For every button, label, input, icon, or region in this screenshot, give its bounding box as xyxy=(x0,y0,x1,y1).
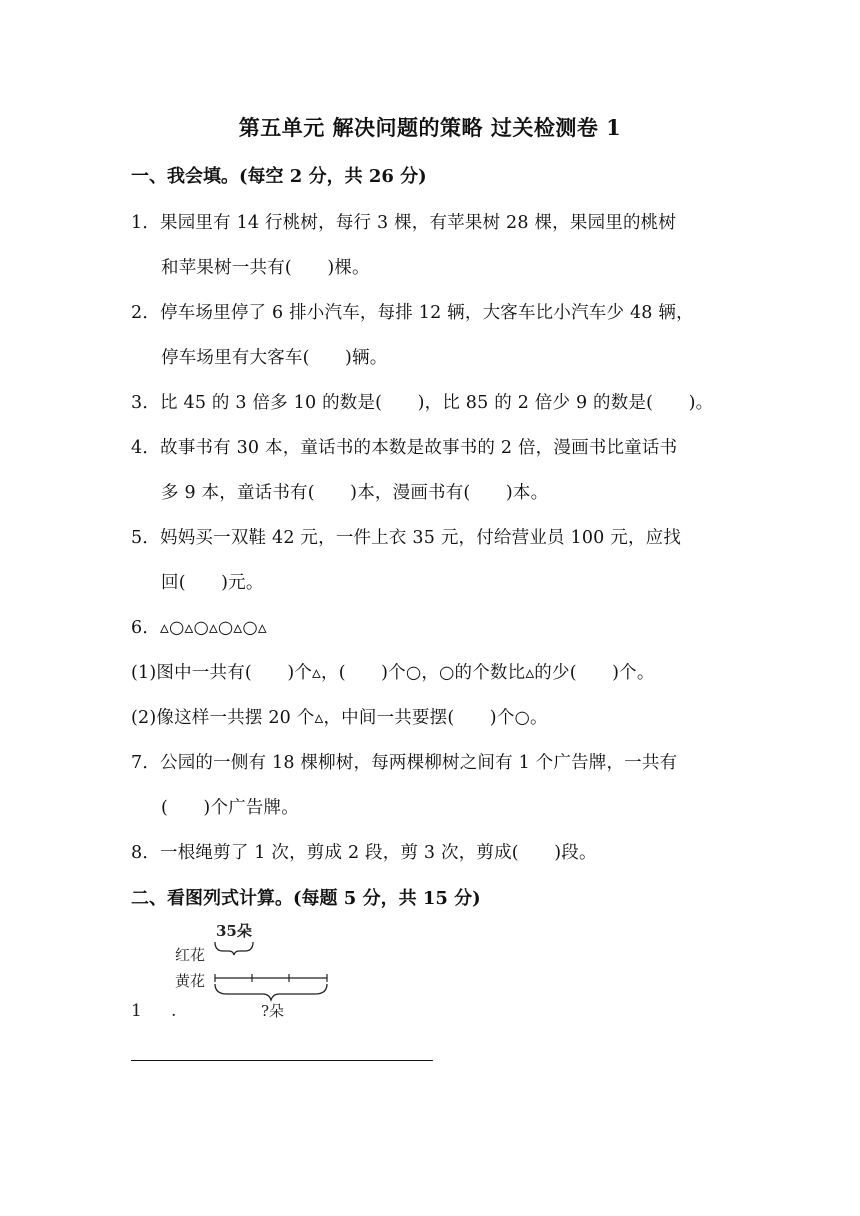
red-flower-label: 红花 xyxy=(175,946,206,964)
question-2-line-1: 2．停车场里停了 6 排小汽车，每排 12 辆，大客车比小汽车少 48 辆， xyxy=(131,303,694,323)
question-2-line-2: 停车场里有大客车( )辆。 xyxy=(161,348,388,368)
section-1-heading: 一、我会填。(每空 2 分，共 26 分) xyxy=(131,166,427,187)
question-4-line-1: 4．故事书有 30 本，童话书的本数是故事书的 2 倍，漫画书比童话书 xyxy=(131,438,678,458)
question-1-line-2: 和苹果树一共有( )棵。 xyxy=(161,258,370,278)
question-3: 3．比 45 的 3 倍多 10 的数是( )，比 85 的 2 倍少 9 的数是( )。 xyxy=(131,393,714,413)
question-6-part-1: (1)图中一共有( )个▵，( )个○，○的个数比▵的少( )个。 xyxy=(131,663,655,683)
page-title: 第五单元 解决问题的策略 过关检测卷 1 xyxy=(238,115,622,140)
answer-line[interactable] xyxy=(131,1060,433,1061)
question-5-line-1: 5．妈妈买一双鞋 42 元，一件上衣 35 元，付给营业员 100 元，应找 xyxy=(131,528,682,548)
question-5-line-2: 回( )元。 xyxy=(161,573,264,593)
diagram-bottom-label: ?朵 xyxy=(261,1002,285,1020)
question-4-line-2: 多 9 本，童话书有( )本，漫画书有( )本。 xyxy=(161,483,549,503)
question-1-line-1: 1．果园里有 14 行桃树，每行 3 棵，有苹果树 28 棵，果园里的桃树 xyxy=(131,213,677,233)
red-brace xyxy=(215,942,253,955)
section-2-heading: 二、看图列式计算。(每题 5 分，共 15 分) xyxy=(131,888,481,909)
question-number: 1 xyxy=(131,1001,142,1021)
yellow-flower-label: 黄花 xyxy=(175,972,206,990)
question-8: 8．一根绳剪了 1 次，剪成 2 段，剪 3 次，剪成( )段。 xyxy=(131,843,597,863)
question-number-dot: . xyxy=(171,1001,177,1021)
question-7-line-1: 7．公园的一侧有 18 棵柳树，每两棵柳树之间有 1 个广告牌，一共有 xyxy=(131,753,678,773)
yellow-brace xyxy=(215,984,327,1000)
question-6: 6．▵○▵○▵○▵○▵ xyxy=(131,618,267,638)
question-7-line-2: ( )个广告牌。 xyxy=(161,798,299,818)
flower-line-diagram xyxy=(131,918,391,1028)
question-6-part-2: (2)像这样一共摆 20 个▵，中间一共要摆( )个○。 xyxy=(131,708,548,728)
diagram-top-label: 35朵 xyxy=(216,922,252,940)
